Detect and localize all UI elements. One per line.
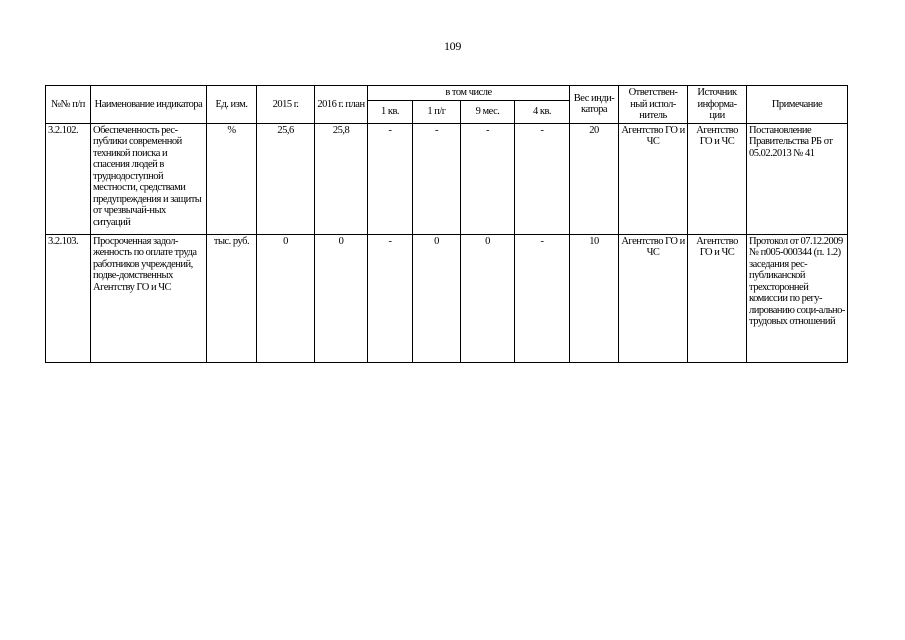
header-num: №№ п/п	[46, 86, 91, 124]
row-2016: 25,8	[315, 123, 368, 234]
row-unit: %	[207, 123, 257, 234]
header-h1: 1 п/г	[413, 100, 461, 123]
header-note: Примечание	[747, 86, 848, 124]
row-9m: 0	[461, 234, 515, 362]
row-2016: 0	[315, 234, 368, 362]
table-row	[46, 234, 848, 362]
table-row	[46, 123, 848, 234]
header-9m: 9 мес.	[461, 100, 515, 123]
row-weight: 10	[570, 234, 619, 362]
row-name: Просроченная задол-женность по оплате труда работников учреждений, подве-домственных Агентству ГО и ЧС	[91, 234, 207, 362]
header-2015: 2015 г.	[257, 86, 315, 124]
header-name: Наименование индикатора	[91, 86, 207, 124]
row-note: Постановление Правительства РБ от 05.02.2013 № 41	[747, 123, 848, 234]
row-9m: -	[461, 123, 515, 234]
indicators-table	[45, 85, 848, 363]
row-weight: 20	[570, 123, 619, 234]
row-source: Агентство ГО и ЧС	[688, 123, 747, 234]
row-2015: 25,6	[257, 123, 315, 234]
row-h1: -	[413, 123, 461, 234]
row-q1: -	[368, 234, 413, 362]
row-2015: 0	[257, 234, 315, 362]
row-unit: тыс. руб.	[207, 234, 257, 362]
row-note: Протокол от 07.12.2009 № п005-000344 (п. 1.2) заседания рес-публиканской трехсторонней комиссии по регу-лированию соци-ально-трудовых отношений	[747, 234, 848, 362]
row-q4: -	[515, 123, 570, 234]
header-q4: 4 кв.	[515, 100, 570, 123]
header-2016: 2016 г. план	[315, 86, 368, 124]
header-q1: 1 кв.	[368, 100, 413, 123]
row-num: 3.2.103.	[46, 234, 91, 362]
row-q4: -	[515, 234, 570, 362]
header-row	[46, 86, 848, 101]
row-responsible: Агентство ГО и ЧС	[619, 234, 688, 362]
header-source: Источник информа-ции	[688, 86, 747, 124]
row-source: Агентство ГО и ЧС	[688, 234, 747, 362]
row-responsible: Агентство ГО и ЧС	[619, 123, 688, 234]
row-q1: -	[368, 123, 413, 234]
row-name: Обеспеченность рес-публики современной техникой поиска и спасения людей в труднодоступной местности, средствами предупреждения и защиты от чрезвычай-ных ситуаций	[91, 123, 207, 234]
header-including: в том числе	[368, 86, 570, 101]
header-responsible: Ответствен-ный испол-нитель	[619, 86, 688, 124]
header-unit: Ед. изм.	[207, 86, 257, 124]
page-number: 109	[443, 39, 462, 53]
row-num: 3.2.102.	[46, 123, 91, 234]
row-h1: 0	[413, 234, 461, 362]
header-weight: Вес инди-катора	[570, 86, 619, 124]
